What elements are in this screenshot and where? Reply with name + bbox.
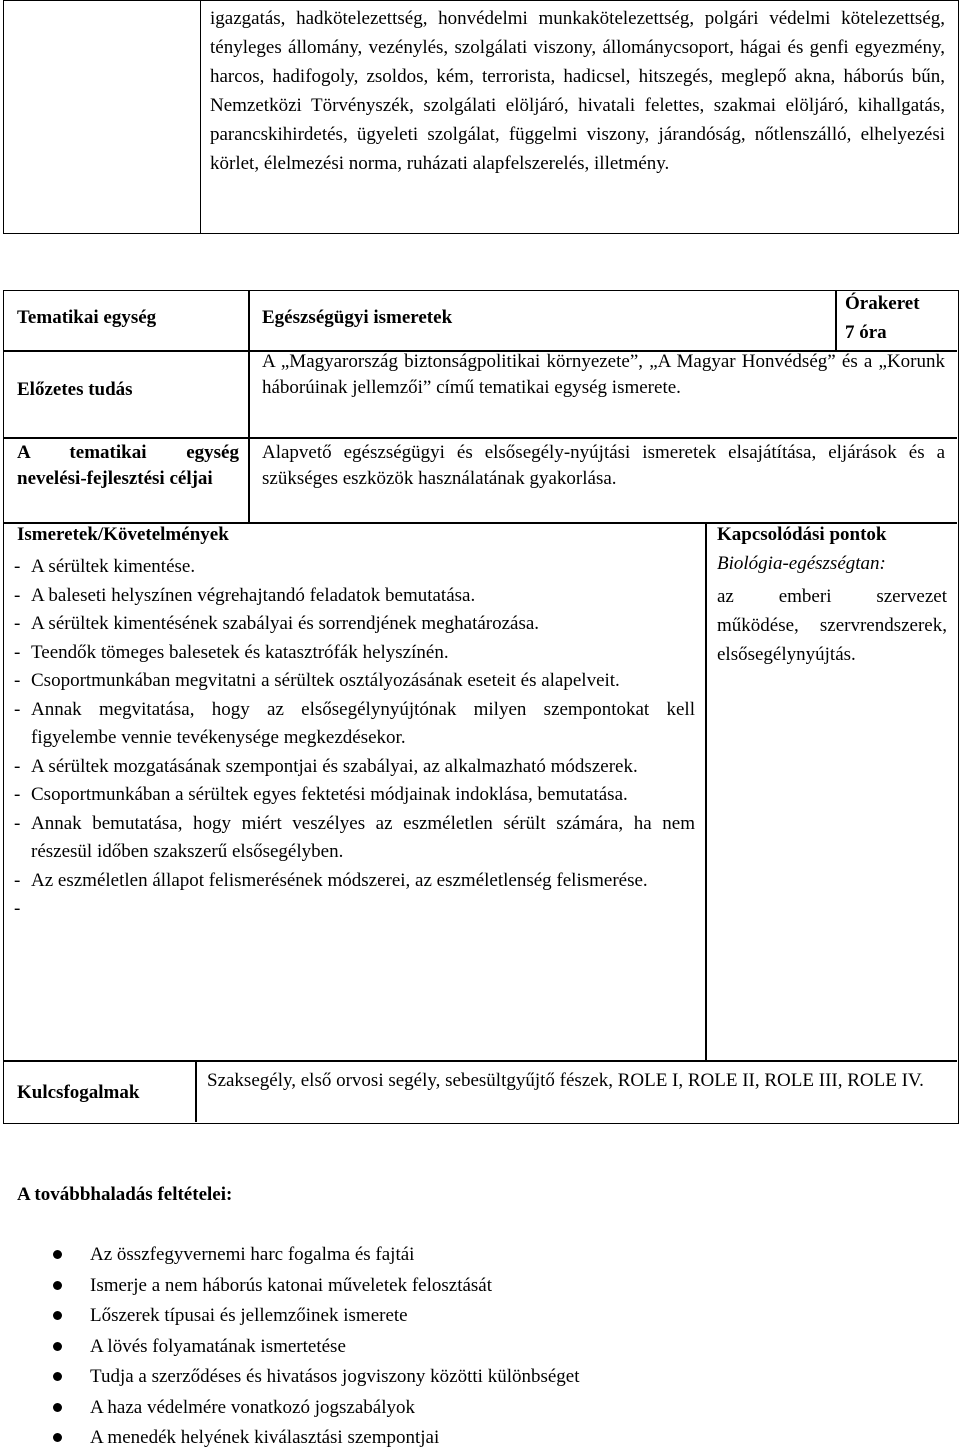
progress-list (0, 1240, 900, 1454)
dash-marker: - (14, 898, 21, 919)
requirement-text: A sérültek mozgatásának szempontjai és szabályai, az alkalmazható módszerek. (31, 755, 638, 777)
progress-heading: A továbbhaladás feltételei: (17, 1184, 233, 1205)
requirement-text: Az eszméletlen állapot felismerésének módszerei, az eszméletlenség felismerése. (31, 869, 648, 891)
connections-header: Kapcsolódási pontok (717, 524, 887, 545)
dash-marker: - (14, 641, 21, 663)
goals-text: Alapvető egészségügyi és elsősegély-nyújtási ismeretek elsajátítása, eljárások és a szükséges eszközök használatának gyakorlása. (262, 442, 945, 489)
list-item (14, 639, 695, 668)
bullet-icon (53, 1403, 62, 1412)
list-item (14, 781, 695, 810)
intro-table-left-cell (3, 0, 201, 234)
connections-subject: Biológia-egészségtan: (717, 553, 886, 574)
list-item (0, 1271, 900, 1302)
list-item (0, 1393, 900, 1424)
list-item (0, 1362, 900, 1393)
progress-item-text: A haza védelmére vonatkozó jogszabályok (90, 1396, 415, 1418)
bullet-icon (53, 1372, 62, 1381)
hline-2 (3, 437, 957, 439)
list-item (0, 1423, 900, 1454)
dash-marker: - (14, 670, 21, 691)
connections-text: az emberi szervezet működése, szervrendszerek, elsősegélynyújtás. (717, 586, 947, 665)
hline-4 (3, 1060, 957, 1062)
keywords-text: Szaksegély, első orvosi segély, sebesültgyűjtő fészek, ROLE I, ROLE II, ROLE III, ROLE IV. (207, 1070, 924, 1091)
list-item (14, 610, 695, 639)
list-item (14, 810, 695, 867)
dash-marker: - (14, 869, 21, 891)
divider-hours-col (835, 290, 837, 350)
progress-item-text: Tudja a szerződéses és hivatásos jogviszony közötti különbséget (90, 1366, 580, 1387)
list-item (14, 895, 695, 923)
goals-label: A tematikai egység nevelési-fejlesztési céljai (17, 442, 239, 489)
requirement-text: Annak megvitatása, hogy az elsősegélynyújtónak milyen szempontokat kell figyelembe vennie tevékenysége megkezdésekor. (31, 698, 695, 748)
requirements-header: Ismeretek/Követelmények (17, 524, 229, 545)
requirement-text: Teendők tömeges balesetek és katasztrófák helyszínén. (31, 641, 449, 663)
dash-marker: - (14, 556, 21, 577)
progress-item-text: Ismerje a nem háborús katonai műveletek felosztását (90, 1274, 493, 1296)
bullet-icon (53, 1311, 62, 1320)
requirement-text: A baleseti helyszínen végrehajtandó feladatok bemutatása. (31, 584, 476, 606)
requirement-text: Csoportmunkában megvitatni a sérültek osztályozásának eseteit és alapelveit. (31, 670, 620, 691)
hours-label: Órakeret (845, 293, 920, 314)
divider-keywords-col (195, 1060, 197, 1122)
progress-item-text: A lövés folyamatának ismertetése (90, 1335, 346, 1357)
list-item (0, 1240, 900, 1271)
unit-label: Tematikai egység (17, 307, 157, 328)
list-item (14, 696, 695, 753)
divider-left-col (248, 290, 250, 522)
list-item (14, 753, 695, 782)
bullet-icon (53, 1342, 62, 1351)
requirement-text: A sérültek kimentése. (31, 556, 196, 577)
intro-terms-text: igazgatás, hadkötelezettség, honvédelmi munkakötelezettség, polgári védelmi kötelezettség, tényleges állomány, vezénylés, szolgálati viszony, állománycsoport, hágai és genfi egyezmény, harcos, hadifogoly, zsoldos, kém, terrorista, hadicsel, hitszegés, meglepő akna, háborús bűn, Nemzetközi Törvényszék, szolgálati elöljáró, hivatali felettes, szakmai elöljáró, kihallgatás, parancskihirdetés, ügyeleti szolgálat, függelmi viszony, járandóság, nőtlenszálló, elhelyezési körlet, élelmezési norma, ruházati alapfelszerelés, illetmény. (210, 8, 945, 174)
requirement-text: Annak bemutatása, hogy miért veszélyes az eszméletlen sérült számára, ha nem részesül időben szakszerű elsősegélyben. (31, 812, 695, 862)
list-item (14, 667, 695, 696)
list-item (0, 1301, 900, 1332)
list-item (0, 1332, 900, 1363)
dash-marker: - (14, 812, 21, 834)
keywords-label: Kulcsfogalmak (17, 1082, 140, 1103)
list-item (14, 582, 695, 611)
list-item (14, 553, 695, 582)
progress-item-text: Lőszerek típusai és jellemzőinek ismerete (90, 1305, 408, 1326)
hours-value: 7 óra (845, 322, 887, 343)
requirements-list (14, 553, 695, 923)
dash-marker: - (14, 584, 21, 606)
prior-text: A „Magyarország biztonságpolitikai környezete”, „A Magyar Honvédség” és a „Korunk háborúinak jellemzői” című tematikai egység ismerete. (262, 351, 945, 398)
divider-connections-col (705, 522, 707, 1060)
dash-marker: - (14, 755, 21, 777)
progress-item-text: Az összfegyvernemi harc fogalma és fajtái (90, 1244, 415, 1265)
prior-label: Előzetes tudás (17, 379, 133, 400)
unit-title: Egészségügyi ismeretek (262, 307, 453, 328)
dash-marker: - (14, 698, 21, 720)
dash-marker: - (14, 784, 21, 805)
requirement-text: Csoportmunkában a sérültek egyes fektetési módjainak indoklása, bemutatása. (31, 784, 628, 805)
bullet-icon (53, 1250, 62, 1259)
progress-item-text: A menedék helyének kiválasztási szempontjai (90, 1427, 440, 1448)
requirement-text: A sérültek kimentésének szabályai és sorrendjének meghatározása. (31, 613, 540, 634)
bullet-icon (53, 1281, 62, 1290)
list-item (14, 867, 695, 896)
bullet-icon (53, 1433, 62, 1442)
dash-marker: - (14, 613, 21, 634)
